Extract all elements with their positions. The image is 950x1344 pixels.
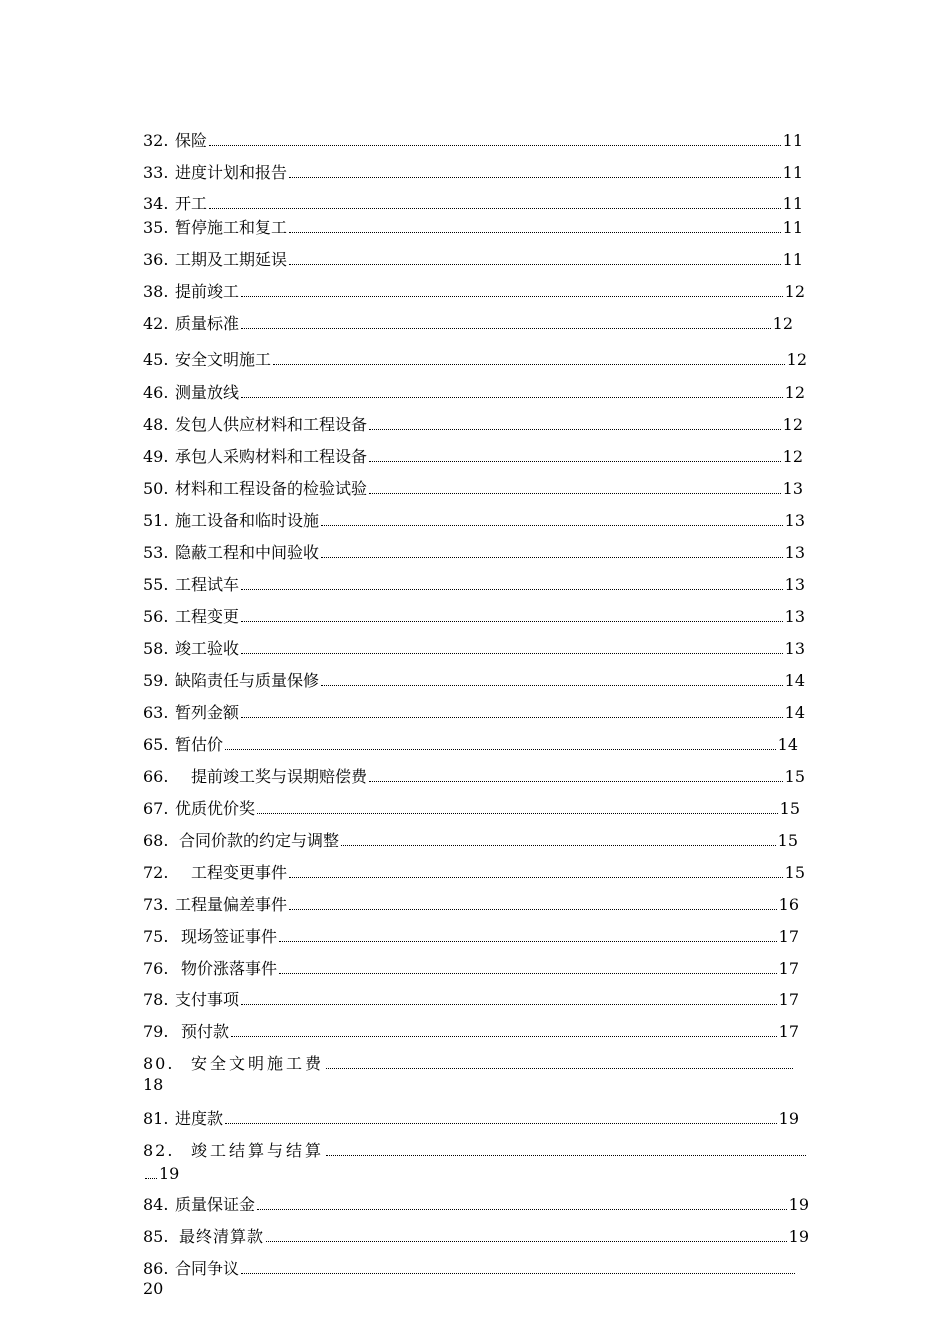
toc-entry[interactable]	[143, 127, 803, 151]
toc-entry[interactable]	[143, 1191, 809, 1215]
toc-entry-continuation	[143, 1160, 183, 1184]
entry-page: 19	[788, 1227, 809, 1246]
toc-entry[interactable]	[143, 246, 803, 270]
entry-page: 11	[782, 218, 803, 237]
toc-entry[interactable]	[143, 346, 807, 370]
dot-leader	[241, 1003, 777, 1005]
toc-entry[interactable]	[143, 986, 799, 1010]
toc-entry[interactable]	[143, 571, 805, 595]
entry-title: 保险	[175, 131, 208, 150]
dot-leader	[241, 295, 783, 297]
entry-number: 63.	[143, 703, 169, 722]
dot-leader	[257, 1208, 787, 1210]
entry-number: 80.	[143, 1054, 175, 1073]
entry-page: 15	[784, 863, 805, 882]
dot-leader	[279, 972, 777, 974]
entry-page: 17	[778, 1022, 799, 1041]
toc-entry[interactable]	[143, 699, 805, 723]
dot-leader	[321, 556, 783, 558]
entry-page: 18	[143, 1075, 164, 1094]
entry-title: 提前竣工	[175, 282, 240, 301]
toc-entry[interactable]	[143, 507, 805, 531]
entry-page: 13	[784, 607, 805, 626]
entry-number: 84.	[143, 1195, 169, 1214]
toc-entry[interactable]	[143, 1255, 797, 1279]
entry-number: 34.	[143, 194, 169, 213]
entry-title: 最终清算款	[179, 1227, 265, 1246]
toc-entry[interactable]	[143, 1105, 799, 1129]
entry-title: 支付事项	[175, 990, 240, 1009]
dot-leader	[241, 327, 771, 329]
toc-entry[interactable]	[143, 731, 798, 755]
dot-leader	[257, 812, 778, 814]
toc-entry[interactable]	[143, 859, 805, 883]
entry-number: 86.	[143, 1259, 169, 1278]
entry-page: 19	[778, 1109, 799, 1128]
entry-title: 工程变更	[175, 607, 240, 626]
entry-number: 66.	[143, 767, 169, 786]
entry-number: 82.	[143, 1141, 175, 1160]
entry-page: 12	[784, 282, 805, 301]
toc-entry[interactable]	[143, 539, 805, 563]
toc-entry[interactable]	[143, 1223, 809, 1247]
entry-number: 33.	[143, 163, 169, 182]
toc-entry[interactable]	[143, 278, 805, 302]
dot-leader	[241, 716, 783, 718]
entry-page: 15	[779, 799, 800, 818]
entry-number: 68.	[143, 831, 169, 850]
entry-title: 隐蔽工程和中间验收	[175, 543, 320, 562]
dot-leader	[369, 492, 781, 494]
entry-title: 暂停施工和复工	[175, 218, 288, 237]
entry-number: 36.	[143, 250, 169, 269]
entry-page: 15	[777, 831, 798, 850]
entry-page: 11	[782, 194, 803, 213]
dot-leader	[289, 231, 781, 233]
toc-entry[interactable]	[143, 411, 803, 435]
entry-title: 安全文明施工费	[191, 1054, 325, 1073]
entry-page: 12	[782, 447, 803, 466]
entry-page: 13	[782, 479, 803, 498]
entry-title: 施工设备和临时设施	[175, 511, 320, 530]
entry-title: 竣工验收	[175, 639, 240, 658]
entry-page: 11	[782, 250, 803, 269]
dot-leader	[326, 1154, 806, 1156]
entry-page: 17	[778, 927, 799, 946]
entry-number: 59.	[143, 671, 169, 690]
dot-leader	[289, 908, 777, 910]
dot-leader	[369, 460, 781, 462]
dot-leader	[279, 940, 777, 942]
dot-leader	[341, 844, 776, 846]
dot-leader	[289, 176, 781, 178]
dot-leader	[369, 780, 783, 782]
entry-number: 42.	[143, 314, 169, 333]
toc-entry[interactable]	[143, 795, 800, 819]
toc-entry[interactable]	[143, 635, 805, 659]
entry-title: 工程量偏差事件	[175, 895, 288, 914]
toc-entry[interactable]	[143, 214, 803, 238]
dot-leader	[241, 588, 783, 590]
entry-page: 20	[143, 1279, 164, 1298]
entry-number: 79.	[143, 1022, 169, 1041]
entry-title: 合同争议	[175, 1259, 240, 1278]
toc-entry[interactable]	[143, 443, 803, 467]
entry-page: 14	[784, 671, 805, 690]
toc-entry[interactable]	[143, 190, 803, 214]
entry-number: 78.	[143, 990, 169, 1009]
entry-page: 15	[784, 767, 805, 786]
entry-page: 12	[782, 415, 803, 434]
entry-number: 46.	[143, 383, 169, 402]
entry-number: 32.	[143, 131, 169, 150]
toc-entry[interactable]	[143, 159, 803, 183]
entry-number: 48.	[143, 415, 169, 434]
toc-entry[interactable]	[143, 891, 799, 915]
entry-title: 提前竣工奖与误期赔偿费	[191, 767, 368, 786]
entry-title: 工程试车	[175, 575, 240, 594]
toc-entry[interactable]	[143, 923, 799, 947]
entry-number: 38.	[143, 282, 169, 301]
entry-title: 进度计划和报告	[175, 163, 288, 182]
entry-number: 58.	[143, 639, 169, 658]
entry-page: 11	[782, 131, 803, 150]
dot-leader	[266, 1240, 787, 1242]
dot-leader	[241, 620, 783, 622]
dot-leader	[225, 748, 776, 750]
entry-number: 67.	[143, 799, 169, 818]
entry-number: 35.	[143, 218, 169, 237]
entry-number: 76.	[143, 959, 169, 978]
entry-number: 53.	[143, 543, 169, 562]
toc-entry[interactable]	[143, 955, 799, 979]
entry-number: 85.	[143, 1227, 169, 1246]
entry-title: 进度款	[175, 1109, 224, 1128]
toc-entry[interactable]	[143, 603, 805, 627]
entry-title: 现场签证事件	[181, 927, 278, 946]
dot-leader	[209, 144, 781, 146]
entry-number: 65.	[143, 735, 169, 754]
dot-leader	[241, 652, 783, 654]
entry-title: 开工	[175, 194, 208, 213]
toc-entry[interactable]	[143, 667, 805, 691]
entry-page: 12	[772, 314, 793, 333]
dot-leader	[225, 1122, 777, 1124]
dot-leader	[321, 524, 783, 526]
dot-leader	[145, 1177, 157, 1179]
entry-page: 13	[784, 511, 805, 530]
toc-entry[interactable]	[143, 1137, 808, 1161]
entry-page: 19	[788, 1195, 809, 1214]
dot-leader	[326, 1067, 793, 1069]
entry-page: 13	[784, 543, 805, 562]
entry-page: 13	[784, 639, 805, 658]
entry-title: 预付款	[181, 1022, 230, 1041]
entry-title: 质量保证金	[175, 1195, 256, 1214]
toc-entry[interactable]	[143, 379, 805, 403]
entry-title: 工期及工期延误	[175, 250, 288, 269]
entry-number: 72.	[143, 863, 169, 882]
entry-page: 16	[778, 895, 799, 914]
dot-leader	[241, 396, 783, 398]
dot-leader	[231, 1035, 777, 1037]
entry-number: 75.	[143, 927, 169, 946]
entry-page: 19	[159, 1164, 180, 1183]
entry-title: 合同价款的约定与调整	[179, 831, 340, 850]
dot-leader	[369, 428, 781, 430]
entry-title: 承包人采购材料和工程设备	[175, 447, 368, 466]
entry-page: 12	[784, 383, 805, 402]
toc-entry[interactable]	[143, 1050, 795, 1074]
entry-title: 发包人供应材料和工程设备	[175, 415, 368, 434]
dot-leader	[241, 1272, 795, 1274]
entry-number: 45.	[143, 350, 169, 369]
dot-leader	[289, 876, 783, 878]
entry-page: 14	[784, 703, 805, 722]
entry-page: 17	[778, 959, 799, 978]
toc-entry[interactable]	[143, 475, 803, 499]
entry-title: 竣工结算与结算	[191, 1141, 325, 1160]
toc-entry[interactable]	[143, 827, 798, 851]
entry-page: 13	[784, 575, 805, 594]
entry-title: 质量标准	[175, 314, 240, 333]
entry-title: 工程变更事件	[191, 863, 288, 882]
entry-number: 49.	[143, 447, 169, 466]
entry-page: 17	[778, 990, 799, 1009]
entry-title: 缺陷责任与质量保修	[175, 671, 320, 690]
entry-number: 56.	[143, 607, 169, 626]
entry-title: 优质优价奖	[175, 799, 256, 818]
entry-title: 暂估价	[175, 735, 224, 754]
toc-entry[interactable]	[143, 310, 793, 334]
entry-page: 14	[777, 735, 798, 754]
dot-leader	[289, 263, 781, 265]
entry-number: 55.	[143, 575, 169, 594]
dot-leader	[321, 684, 783, 686]
entry-title: 暂列金额	[175, 703, 240, 722]
entry-page: 11	[782, 163, 803, 182]
entry-number: 81.	[143, 1109, 169, 1128]
entry-title: 物价涨落事件	[181, 959, 278, 978]
entry-number: 51.	[143, 511, 169, 530]
entry-number: 73.	[143, 895, 169, 914]
toc-entry[interactable]	[143, 1018, 799, 1042]
entry-number: 50.	[143, 479, 169, 498]
toc-entry[interactable]	[143, 763, 805, 787]
entry-page: 12	[786, 350, 807, 369]
entry-title: 测量放线	[175, 383, 240, 402]
dot-leader	[273, 363, 785, 365]
entry-title: 材料和工程设备的检验试验	[175, 479, 368, 498]
dot-leader	[209, 207, 781, 209]
entry-title: 安全文明施工	[175, 350, 272, 369]
